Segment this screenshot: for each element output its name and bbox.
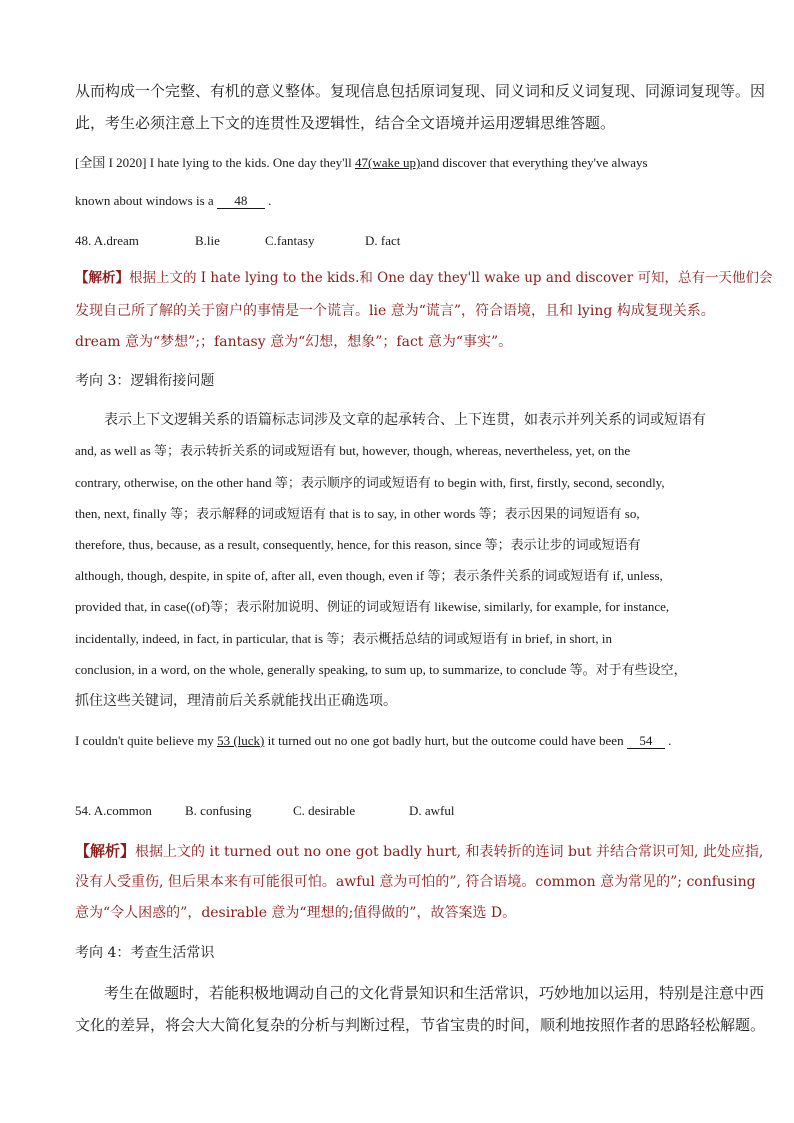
question-54-options	[75, 804, 455, 817]
analysis-48-tag: 【解析】	[75, 270, 129, 286]
section-3-paragraph-line: and, as well as 等；表示转折关系的词或短语有 but, however, though, whereas, nevertheless, yet, on the	[75, 443, 631, 458]
section-4-line-2: 文化的差异，将会大大简化复杂的分析与判断过程，节省宝贵的时间，顺利地按照作者的思路轻松解题。	[75, 1016, 766, 1034]
blank-48: 48	[217, 194, 265, 209]
question-54-line	[75, 734, 671, 749]
analysis-48-text-1: 根据上文的 I hate lying to the kids.和 One day they'll wake up and discover 可知，总有一天他们会	[129, 270, 773, 286]
analysis-54-line-1	[75, 844, 763, 859]
option-48-b: B.lie	[195, 233, 220, 248]
section-3-paragraph-line: provided that, in case((of)等；表示附加说明、例证的词或短语有 likewise, similarly, for example, for instance,	[75, 599, 670, 614]
section-3-paragraph-line: then, next, finally 等；表示解释的词或短语有 that is to say, in other words 等；表示因果的词短语有 so,	[75, 506, 640, 521]
analysis-54-tag: 【解析】	[75, 842, 136, 860]
section-3-paragraph-line: 表示上下文逻辑关系的语篇标志词涉及文章的起承转合、上下连贯，如表示并列关系的词或短语有	[104, 412, 706, 428]
option-48-d: D. fact	[365, 233, 401, 248]
section-3-paragraph-line: 抓住这些关键词，理清前后关系就能找出正确选项。	[75, 693, 397, 709]
section-3-paragraph-line: contrary, otherwise, on the other hand 等；表示顺序的词或短语有 to begin with, first, firstly, second, secondly,	[75, 475, 665, 490]
question-48-end: .	[264, 193, 272, 208]
intro-line-1: 从而构成一个完整、有机的意义整体。复现信息包括原词复现、同义词和反义词复现、同源词复现等。因	[75, 82, 766, 100]
question-48-source: [全国 I 2020] I hate lying to the kids. One day they'll	[75, 155, 355, 170]
analysis-48-line-3: dream 意为“梦想”;；fantasy 意为“幻想，想象”；fact 意为“事实”。	[75, 334, 513, 350]
option-54-a: 54. A.common	[75, 803, 152, 818]
section-3-paragraph-line: although, though, despite, in spite of, after all, even though, even if 等；表示条件关系的词或短语有 if, unless,	[75, 568, 663, 583]
section-3-paragraph-line: incidentally, indeed, in fact, in particular, that is 等；表示概括总结的词或短语有 in brief, in short, in	[75, 631, 612, 646]
blank-53-hint: 53 (luck)	[217, 733, 265, 748]
section-4-heading: 考向 4：考查生活常识	[75, 945, 215, 961]
question-48-options	[75, 234, 400, 247]
option-54-d: D. awful	[409, 803, 455, 818]
blank-54: 54	[627, 734, 665, 749]
blank-47-hint: 47(wake up)	[354, 155, 421, 170]
section-4-line-1: 考生在做题时，若能积极地调动自己的文化背景知识和生活常识，巧妙地加以运用，特别是注意中西	[104, 984, 765, 1002]
option-54-c: C. desirable	[293, 803, 356, 818]
question-54-text: I couldn't quite believe my	[75, 733, 218, 748]
section-3-paragraph-line: conclusion, in a word, on the whole, generally speaking, to sum up, to summarize, to conclude 等。对于有些设空，	[75, 662, 687, 677]
section-3-paragraph-line: therefore, thus, because, as a result, consequently, hence, for this reason, since 等；表示让步的词或短语有	[75, 537, 641, 552]
analysis-54-line-2: 没有人受重伤, 但后果本来有可能很可怕。awful 意为可怕的”, 符合语境。common 意为常见的”; confusing	[75, 874, 756, 890]
section-3-heading: 考向 3：逻辑衔接问题	[75, 373, 215, 389]
analysis-48-line-2: 发现自己所了解的关于窗户的事情是一个谎言。lie 意为“谎言”，符合语境，且和 lying 构成复现关系。	[75, 303, 715, 319]
question-48-line-2	[75, 194, 271, 209]
option-48-c: C.fantasy	[265, 233, 315, 248]
analysis-54-text-1: 根据上文的 it turned out no one got badly hurt, 和表转折的连词 but 并结合常识可知, 此处应指,	[135, 844, 764, 860]
question-48-line-1	[75, 156, 648, 169]
option-48-a: 48. A.dream	[75, 233, 139, 248]
analysis-54-line-3: 意为“令人困惑的”，desirable 意为“理想的;值得做的”，故答案选 D。	[75, 905, 517, 921]
question-54-text-2: it turned out no one got badly hurt, but the outcome could have been	[264, 733, 627, 748]
option-54-b: B. confusing	[185, 803, 252, 818]
question-54-end: .	[664, 733, 672, 748]
question-48-text-2: known about windows is a	[75, 193, 217, 208]
question-48-text: and discover that everything they've always	[420, 155, 648, 170]
analysis-48-line-1	[75, 272, 772, 286]
intro-line-2: 此，考生必须注意上下文的连贯性及逻辑性，结合全文语境并运用逻辑思维答题。	[75, 114, 616, 132]
